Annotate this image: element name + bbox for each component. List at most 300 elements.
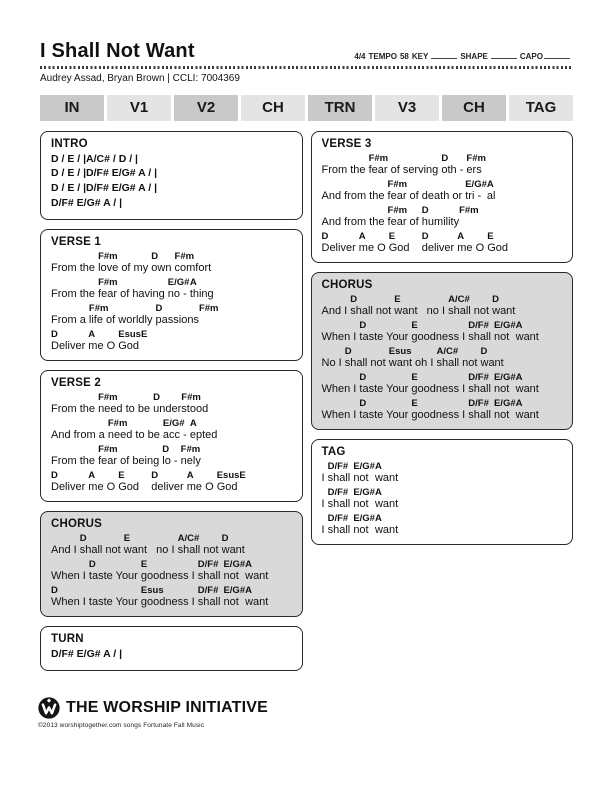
chord xyxy=(51,278,98,288)
lyric: need to be xyxy=(98,403,154,416)
chord-lyric-segment xyxy=(353,462,375,484)
chord-lyric-segment xyxy=(494,321,516,343)
section-title: VERSE 2 xyxy=(51,377,101,390)
chord-lyric-segment xyxy=(411,399,468,421)
lyric: shall not xyxy=(436,356,481,369)
chord: F#m xyxy=(98,277,118,289)
chord-lyric-segment xyxy=(466,154,486,176)
chord: D/F# xyxy=(468,371,489,383)
lyric: taste Your xyxy=(359,408,412,421)
lyric: shall xyxy=(197,596,224,609)
chord-lyric-line xyxy=(322,399,563,421)
chord: F#m xyxy=(98,392,118,404)
chord: E xyxy=(239,470,246,482)
chord-lyric-segment xyxy=(162,445,180,467)
chord-lyric-segment xyxy=(80,534,124,556)
chord: F#m xyxy=(98,251,118,263)
lyric: lo - xyxy=(162,455,181,468)
copyright-line: ©2013 worshiptogether.com songs Fortunate Fall Music xyxy=(38,722,205,729)
chord-lyric-segment xyxy=(448,295,492,317)
chord: Esus xyxy=(140,585,164,597)
chord-lyric-segment xyxy=(51,419,108,441)
chord-lyric-line xyxy=(322,488,563,510)
chord xyxy=(51,419,108,429)
chord: F#m xyxy=(198,303,219,315)
lyric: shall xyxy=(327,497,354,510)
chord-lyric-segment xyxy=(328,488,354,510)
lyric: me O xyxy=(88,481,119,494)
chord: A xyxy=(189,277,197,289)
chord xyxy=(51,445,98,455)
chord: E/G# xyxy=(162,418,185,430)
chord-lyric-segment xyxy=(322,180,388,202)
chord-lyric-segment xyxy=(151,471,186,493)
chord: D xyxy=(79,533,87,545)
song-structure-tabs xyxy=(40,95,573,121)
lyric: shall xyxy=(197,570,224,583)
lyric: nely xyxy=(180,455,201,468)
chord: A xyxy=(515,319,523,331)
lyric: goodness I xyxy=(411,408,469,421)
chord xyxy=(51,393,98,403)
chord: F#m xyxy=(107,418,128,430)
lyric: And I xyxy=(321,304,351,317)
lyric: want xyxy=(492,304,516,317)
chord-lyric-segment xyxy=(465,180,487,202)
lyric: want oh I xyxy=(388,356,437,369)
chord-lyric-segment xyxy=(468,321,494,343)
lyric: humility xyxy=(421,215,460,228)
chord-lyric-segment xyxy=(422,206,459,228)
chord-lyric-segment xyxy=(375,514,398,536)
chord: E/G# xyxy=(493,371,516,383)
lyric: goodness I xyxy=(140,570,198,583)
chord-lyric-line xyxy=(322,347,563,369)
left-column xyxy=(40,131,303,681)
lyric: want xyxy=(221,544,245,557)
chord-lyric-segment xyxy=(353,488,375,510)
chord-lyric-segment xyxy=(98,252,151,274)
lyric: fear of xyxy=(387,215,422,228)
chord-lyric-segment xyxy=(199,304,219,326)
chord-lyric-segment xyxy=(389,347,437,369)
chord-lyric-segment xyxy=(389,232,422,254)
chord-lyric-segment xyxy=(245,560,268,582)
brand-name: THE WORSHIP INITIATIVE xyxy=(66,699,269,716)
lyric: not xyxy=(493,382,513,395)
tab-v2: V2 xyxy=(174,95,238,121)
chord: D xyxy=(51,585,58,597)
footer xyxy=(38,697,268,729)
tab-in: IN xyxy=(40,95,104,121)
chord xyxy=(51,534,80,544)
section-verse-2 xyxy=(40,370,303,502)
worship-initiative-logo xyxy=(38,697,60,719)
chord-lyric-segment xyxy=(239,471,245,493)
chord-lyric-segment xyxy=(494,399,516,421)
chord-lyric-segment xyxy=(51,330,88,352)
chord-lyric-segment xyxy=(388,180,466,202)
lyric: God xyxy=(118,481,152,494)
lyric: Deliver xyxy=(51,340,89,353)
chord-lyric-line xyxy=(51,419,292,441)
chord: E/G# xyxy=(167,277,190,289)
lyric: God xyxy=(388,241,422,254)
chord-lyric-segment xyxy=(51,586,141,608)
chord: D xyxy=(88,559,96,571)
lyric: want xyxy=(245,570,269,583)
chord-lyric-segment xyxy=(98,278,168,300)
lyric: love of my xyxy=(98,262,152,275)
chord-lyric-segment xyxy=(153,393,181,415)
authors-ccli-line: Audrey Assad, Bryan Brown | CCLI: 7004369 xyxy=(40,72,240,84)
chord-lyric-segment xyxy=(151,252,174,274)
chart-columns xyxy=(40,131,573,681)
chord: D xyxy=(155,303,163,315)
lyric: shall not xyxy=(350,304,395,317)
lyric: not xyxy=(353,471,372,484)
chord: D xyxy=(350,293,358,305)
chord-lyric-segment xyxy=(487,232,508,254)
chord: E/G# xyxy=(465,178,487,190)
chord-line: D/F# E/G# A / | xyxy=(51,648,123,661)
lyric: epted xyxy=(189,429,218,442)
lyric: shall not xyxy=(177,544,222,557)
chord xyxy=(51,304,89,314)
chord: E xyxy=(140,559,148,571)
chord-lyric-segment xyxy=(51,278,98,300)
chord: D xyxy=(492,293,499,305)
chord xyxy=(322,206,388,216)
chord-lyric-segment xyxy=(322,373,360,395)
chord-lyric-segment xyxy=(322,295,351,317)
lyric: comfort xyxy=(174,262,212,275)
lyric: need to be xyxy=(107,429,163,442)
chord: F#m xyxy=(387,178,408,190)
lyric: And from the xyxy=(321,215,388,228)
section-turn xyxy=(40,626,303,671)
chord-lyric-segment xyxy=(516,321,539,343)
lyric: want xyxy=(374,497,399,510)
chord xyxy=(322,399,360,409)
chord-lyric-segment xyxy=(322,154,369,176)
chord-lyric-segment xyxy=(369,154,442,176)
chord-lyric-line xyxy=(51,560,292,582)
chord-lyric-line xyxy=(322,462,563,484)
header xyxy=(40,40,573,63)
chord: E/G# xyxy=(353,512,375,524)
lyric: own xyxy=(151,262,175,275)
lyric: goodness I xyxy=(411,330,469,343)
chord-lyric-line xyxy=(322,180,563,202)
lyric: shall xyxy=(327,523,354,536)
lyric xyxy=(141,340,147,352)
chord-lyric-segment xyxy=(359,232,389,254)
lyric: shall xyxy=(468,408,494,421)
chord: A xyxy=(457,230,465,242)
lyric: want xyxy=(374,523,399,536)
chord-lyric-segment xyxy=(98,393,153,415)
lyric: al xyxy=(486,189,496,202)
chord: A/C# xyxy=(177,533,200,545)
chord-lyric-segment xyxy=(322,399,360,421)
chord: D xyxy=(421,204,429,216)
section-chorus-1 xyxy=(40,511,303,617)
chord-lyric-segment xyxy=(89,304,156,326)
lyric: fear of serving xyxy=(368,163,442,176)
chord-lyric-segment xyxy=(181,445,201,467)
chord: A xyxy=(358,230,366,242)
section-title: VERSE 3 xyxy=(321,137,372,150)
chord: A xyxy=(245,559,252,571)
chord: A xyxy=(186,470,194,482)
right-column xyxy=(311,131,574,554)
chord: E xyxy=(411,319,418,331)
chord-lyric-line xyxy=(322,373,563,395)
chord: A xyxy=(88,329,96,341)
lyric: under xyxy=(153,403,182,416)
section-title: CHORUS xyxy=(51,518,103,531)
chord-lyric-line xyxy=(322,154,563,176)
chord: D/F# xyxy=(197,585,219,597)
chord-lyric-segment xyxy=(88,330,118,352)
chord: D xyxy=(480,345,488,357)
lyric: And from a xyxy=(51,429,108,442)
chord-lyric-segment xyxy=(328,514,354,536)
tab-trn: TRN xyxy=(308,95,372,121)
chord-lyric-segment xyxy=(322,321,360,343)
chord-lyric-line xyxy=(51,330,292,352)
chord-line: D / E / |A/C# / D / | xyxy=(51,152,138,165)
lyric: When I xyxy=(51,570,89,583)
chord: A xyxy=(486,178,494,190)
chord-lyric-segment xyxy=(163,419,190,441)
lyric: not xyxy=(493,408,513,421)
lyric: From a xyxy=(51,314,89,327)
chord: D xyxy=(321,230,329,242)
chord-lyric-segment xyxy=(441,154,466,176)
chord: Esus xyxy=(388,345,412,357)
chord-lyric-segment xyxy=(108,419,163,441)
chord-lyric-line xyxy=(322,321,563,343)
chord: D xyxy=(151,251,159,263)
lyric: From the xyxy=(321,163,369,176)
tab-v3: V3 xyxy=(375,95,439,121)
lyric: When I xyxy=(321,330,360,343)
chord: A xyxy=(189,418,197,430)
lyric: stood xyxy=(181,403,209,416)
chord: D xyxy=(359,371,367,383)
key-label: KEY xyxy=(411,52,429,61)
chord: E xyxy=(123,533,131,545)
chord xyxy=(322,347,345,357)
lyric: shall xyxy=(327,471,354,484)
lyric: want no I xyxy=(394,304,449,317)
lyric: I xyxy=(321,523,328,536)
chord: E xyxy=(118,470,125,482)
chord-lyric-segment xyxy=(118,330,141,352)
chord-lyric-segment xyxy=(51,445,98,467)
lyric: taste Your xyxy=(88,570,141,583)
chord-lyric-segment xyxy=(51,471,88,493)
lyric: From the xyxy=(51,403,99,416)
lyric: me O xyxy=(457,241,488,254)
chord-lyric-segment xyxy=(481,347,504,369)
lyric: shall xyxy=(468,382,494,395)
chord-lyric-segment xyxy=(198,560,224,582)
chord-line: D / E / |D/F# E/G# A / | xyxy=(51,167,158,180)
lyric: oth - xyxy=(441,163,467,176)
lyric: Deliver xyxy=(51,481,89,494)
chord xyxy=(322,295,351,305)
chord: D xyxy=(421,230,429,242)
chord-lyric-segment xyxy=(141,560,198,582)
chart-meta xyxy=(354,51,573,63)
chord: F#m xyxy=(466,152,486,164)
chord: D/F# xyxy=(468,397,489,409)
chord-lyric-segment xyxy=(436,347,480,369)
lyric: God xyxy=(487,241,508,254)
lyric: want xyxy=(480,356,504,369)
chord: E xyxy=(140,329,148,341)
section-tag xyxy=(311,439,574,545)
tab-tag: TAG xyxy=(509,95,573,121)
chord xyxy=(322,373,360,383)
lyric: fear of having xyxy=(98,288,168,301)
chord-lyric-segment xyxy=(168,278,190,300)
lyric: passions xyxy=(155,314,199,327)
chord-lyric-line xyxy=(51,304,292,326)
lyric xyxy=(459,216,479,228)
chord: F#m xyxy=(459,204,479,216)
chord-lyric-segment xyxy=(322,232,359,254)
lyric: deliver xyxy=(151,481,187,494)
lyric: not xyxy=(353,523,372,536)
chord: D xyxy=(153,392,161,404)
lyric: fear of death or xyxy=(387,189,466,202)
chord-lyric-line xyxy=(51,445,292,467)
lyric: No I xyxy=(321,356,345,369)
chord: E/G# xyxy=(493,319,516,331)
chord-lyric-segment xyxy=(388,206,422,228)
chord: F#m xyxy=(98,444,118,456)
section-title: TAG xyxy=(321,445,346,458)
chord: D xyxy=(441,152,449,164)
chord-lyric-segment xyxy=(141,586,198,608)
chord: E xyxy=(388,230,396,242)
chord-lyric-segment xyxy=(198,586,224,608)
chord: A xyxy=(245,585,252,597)
chord-lyric-segment xyxy=(141,330,147,352)
chord-lyric-line xyxy=(51,278,292,300)
section-chorus-2 xyxy=(311,272,574,430)
lyric: I xyxy=(321,497,328,510)
lyric: When I taste Your xyxy=(51,596,141,609)
chord-lyric-line xyxy=(322,206,563,228)
brand-row xyxy=(38,697,268,719)
chord-lyric-segment xyxy=(51,304,89,326)
key-blank-line xyxy=(431,51,457,59)
chord: E xyxy=(487,230,494,242)
chord: D/F# xyxy=(197,559,219,571)
capo-label: CAPO xyxy=(519,52,543,61)
chord: F#m xyxy=(180,444,201,456)
lyric: me O xyxy=(88,340,119,353)
chord-lyric-segment xyxy=(422,232,457,254)
section-title: INTRO xyxy=(51,137,88,150)
chord-lyric-line xyxy=(322,232,563,254)
lyric: me O xyxy=(358,241,389,254)
chord: A/C# xyxy=(448,293,470,305)
lyric: want xyxy=(515,330,539,343)
chord-lyric-segment xyxy=(190,278,214,300)
chord-lyric-segment xyxy=(217,471,240,493)
chord: E xyxy=(394,293,401,305)
lyric: shall not xyxy=(79,544,124,557)
lyric: God xyxy=(118,340,140,353)
chord-lyric-segment xyxy=(375,462,398,484)
chord: Esus xyxy=(118,329,141,341)
section-title: VERSE 1 xyxy=(51,236,101,249)
chord: D xyxy=(51,329,58,341)
chord: D xyxy=(359,397,367,409)
lyric: taste Your xyxy=(359,382,412,395)
lyric: Deliver xyxy=(321,241,359,254)
chord-lyric-segment xyxy=(322,347,345,369)
lyric: life of worldly xyxy=(88,314,156,327)
chord-lyric-segment xyxy=(175,252,212,274)
chord-lyric-segment xyxy=(51,393,98,415)
chord-lyric-segment xyxy=(494,373,516,395)
chord: A xyxy=(374,486,382,498)
chord: A xyxy=(374,512,382,524)
chord: A xyxy=(374,460,382,472)
chord: D xyxy=(359,319,367,331)
chord: F#m xyxy=(88,303,109,315)
chord-lyric-segment xyxy=(223,560,245,582)
chord xyxy=(322,321,360,331)
lyric: not xyxy=(223,596,242,609)
lyric: deliver xyxy=(421,241,458,254)
chord-lyric-segment xyxy=(322,206,388,228)
dotted-divider xyxy=(40,66,573,69)
chord-lyric-line xyxy=(51,586,292,608)
chord: D/F# xyxy=(327,460,349,472)
lyric: God xyxy=(216,481,238,494)
chord-lyric-segment xyxy=(350,295,394,317)
chord-lyric-segment xyxy=(359,373,411,395)
chord-lyric-segment xyxy=(223,586,245,608)
song-title: I Shall Not Want xyxy=(40,40,195,62)
chord-lyric-segment xyxy=(118,471,151,493)
chord-lyric-segment xyxy=(51,252,98,274)
lyric: When I xyxy=(321,382,360,395)
chord: E/G# xyxy=(353,460,375,472)
lyric: ers xyxy=(466,163,482,176)
chord-lyric-segment xyxy=(156,304,199,326)
tab-v1: V1 xyxy=(107,95,171,121)
chord: D xyxy=(162,444,170,456)
lyric: taste Your xyxy=(359,330,412,343)
chord: E/G# xyxy=(353,486,375,498)
chord-lyric-segment xyxy=(492,295,515,317)
chord: A xyxy=(515,371,523,383)
chord-lyric-segment xyxy=(375,488,398,510)
chord-lyric-segment xyxy=(124,534,178,556)
chord-lyric-line xyxy=(322,514,563,536)
chord-lyric-segment xyxy=(487,180,496,202)
lyric: want xyxy=(245,596,269,609)
